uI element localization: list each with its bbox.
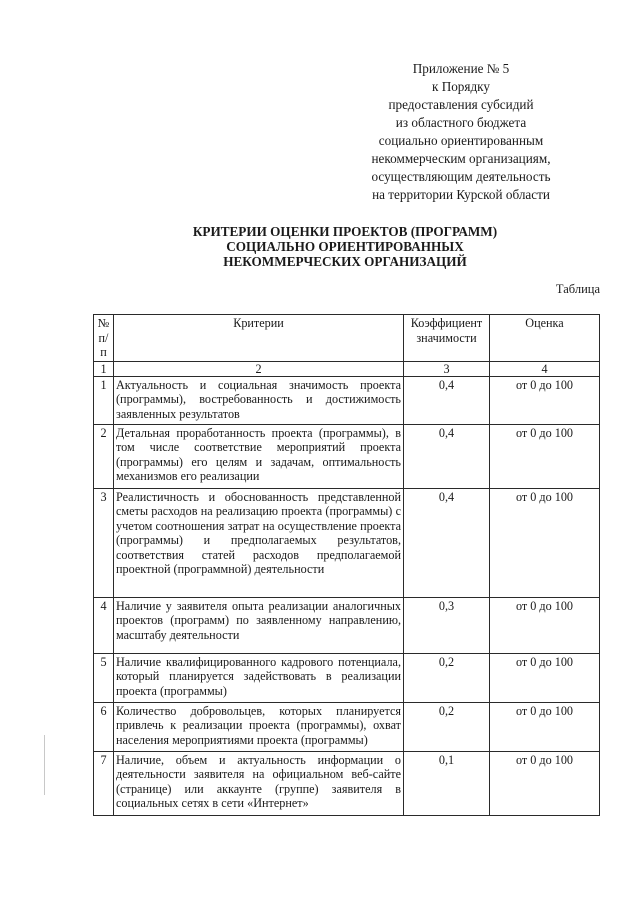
criteria-table xyxy=(93,314,600,816)
header-coefficient: Коэффициент значимости xyxy=(404,315,490,362)
row-number: 2 xyxy=(94,424,114,488)
criterion-text: Наличие квалифицированного кадрового потенциала, который планируется задействовать в реализации проекта (программы) xyxy=(114,653,404,702)
coefficient-value: 0,3 xyxy=(404,597,490,653)
annex-line: осуществляющим деятельность xyxy=(371,169,551,184)
annex-line: некоммерческим организациям, xyxy=(371,151,551,166)
criterion-text: Наличие у заявителя опыта реализации аналогичных проектов (программ) по заявленному направлению, масштабу деятельности xyxy=(114,597,404,653)
annex-line: социально ориентированным xyxy=(378,133,544,148)
table-row xyxy=(94,376,600,424)
header-number: № п/п xyxy=(94,315,114,362)
scan-margin-mark xyxy=(44,735,45,795)
annex-line: из областного бюджета xyxy=(395,115,527,130)
column-number: 3 xyxy=(404,361,490,376)
annex-header xyxy=(330,60,592,204)
table-row xyxy=(94,702,600,751)
row-number: 4 xyxy=(94,597,114,653)
annex-line: на территории Курской области xyxy=(372,187,550,202)
table-row xyxy=(94,424,600,488)
table-header-row xyxy=(94,315,600,362)
column-number-row xyxy=(94,361,600,376)
grade-range: от 0 до 100 xyxy=(490,424,600,488)
header-grade: Оценка xyxy=(490,315,600,362)
table-row xyxy=(94,597,600,653)
coefficient-value: 0,2 xyxy=(404,653,490,702)
column-number: 1 xyxy=(94,361,114,376)
grade-range: от 0 до 100 xyxy=(490,702,600,751)
title-line: КРИТЕРИИ ОЦЕНКИ ПРОЕКТОВ (ПРОГРАММ) xyxy=(192,224,498,239)
table-row xyxy=(94,488,600,597)
criterion-text: Количество добровольцев, которых планируется привлечь к реализации проекта (программы), охват населения мероприятиями проекта (программы) xyxy=(114,702,404,751)
criterion-text: Детальная проработанность проекта (программы), в том числе соответствие мероприятий проекта (программы) его целям и задачам, оптимальность механизмов его реализации xyxy=(114,424,404,488)
coefficient-value: 0,2 xyxy=(404,702,490,751)
annex-line: предоставления субсидий xyxy=(388,97,534,112)
coefficient-value: 0,1 xyxy=(404,751,490,815)
table-row xyxy=(94,653,600,702)
row-number: 7 xyxy=(94,751,114,815)
document-title xyxy=(95,224,595,269)
column-number: 4 xyxy=(490,361,600,376)
grade-range: от 0 до 100 xyxy=(490,597,600,653)
annex-line: к Порядку xyxy=(431,79,490,94)
criterion-text: Наличие, объем и актуальность информации о деятельности заявителя на официальном веб-сайте (странице) или аккаунте (группе) заявителя в социальных сетях в сети «Интернет» xyxy=(114,751,404,815)
coefficient-value: 0,4 xyxy=(404,424,490,488)
grade-range: от 0 до 100 xyxy=(490,653,600,702)
grade-range: от 0 до 100 xyxy=(490,376,600,424)
grade-range: от 0 до 100 xyxy=(490,751,600,815)
table-caption: Таблица xyxy=(555,282,600,296)
coefficient-value: 0,4 xyxy=(404,376,490,424)
title-line: НЕКОММЕРЧЕСКИХ ОРГАНИЗАЦИЙ xyxy=(223,254,467,269)
criterion-text: Актуальность и социальная значимость проекта (программы), востребованность и достижимость заявленных результатов xyxy=(114,376,404,424)
table-row xyxy=(94,751,600,815)
column-number: 2 xyxy=(114,361,404,376)
row-number: 3 xyxy=(94,488,114,597)
criterion-text: Реалистичность и обоснованность представленной сметы расходов на реализацию проекта (программы) с учетом соотношения затрат на осуществление проекта (программы) и предполагаемых результатов, соответствия статей расходов предполагаемой проектной (программной) деятельности xyxy=(114,488,404,597)
header-criteria: Критерии xyxy=(114,315,404,362)
coefficient-value: 0,4 xyxy=(404,488,490,597)
row-number: 6 xyxy=(94,702,114,751)
title-line: СОЦИАЛЬНО ОРИЕНТИРОВАННЫХ xyxy=(226,239,464,254)
row-number: 1 xyxy=(94,376,114,424)
row-number: 5 xyxy=(94,653,114,702)
annex-line: Приложение № 5 xyxy=(412,61,510,76)
grade-range: от 0 до 100 xyxy=(490,488,600,597)
